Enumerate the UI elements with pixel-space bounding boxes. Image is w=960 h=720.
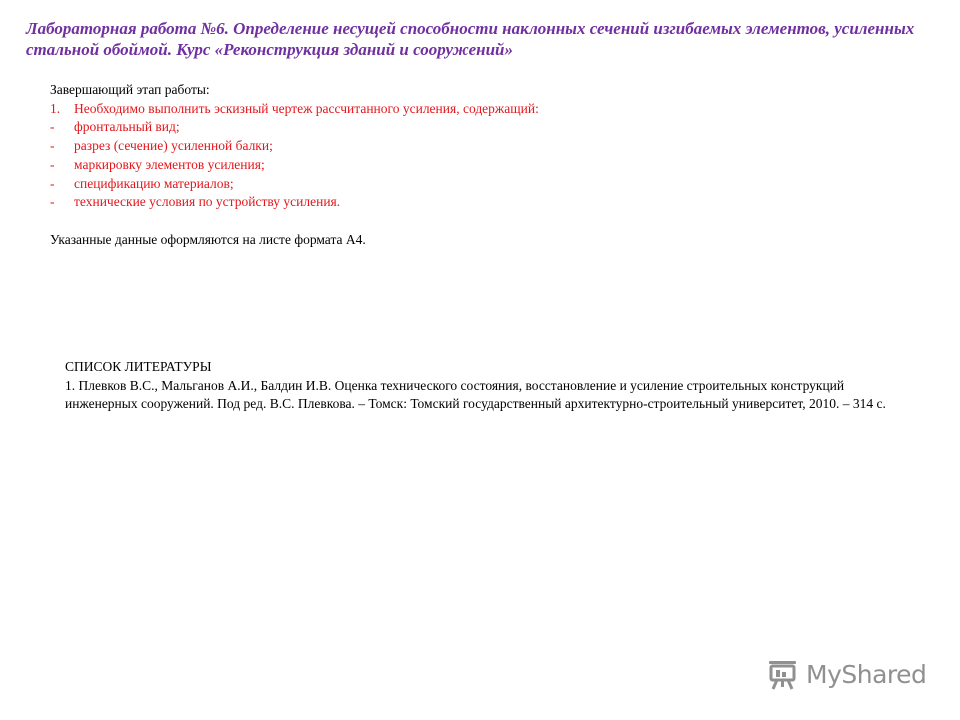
spacer [50,212,900,231]
task-item [50,100,900,119]
reference-item: 1. Плевков В.С., Мальганов А.И., Балдин И.В. Оценка технического состояния, восстановление и усиление строительных конструкций инженерных сооружений. Под ред. В.С. Плевкова. – Томск: Томский государственный архитектурно-строительный университет, 2010. – 314 с. [65,377,886,412]
task-section [50,81,900,250]
task-item [50,118,900,137]
task-item [50,137,900,156]
task-item-text: маркировку элементов усиления; [74,156,265,172]
task-item-text: Необходимо выполнить эскизный чертеж рассчитанного усиления, содержащий: [74,100,539,116]
list-marker: - [50,194,55,210]
task-item-text: технические условия по устройству усиления. [74,194,341,210]
logo-text: MyShared [806,659,927,689]
list-marker: - [50,138,55,154]
task-item-text: фронтальный вид; [74,119,180,135]
presentation-board-icon [766,657,800,691]
task-intro: Завершающий этап работы: [50,82,210,97]
page-title: Лабораторная работа №6. Определение несущей способности наклонных сечений изгибаемых элементов, усиленных стальной обоймой. Курс «Реконструкция зданий и сооружений» [26,19,915,59]
list-marker: 1. [50,100,61,116]
task-item [50,156,900,175]
list-marker: - [50,119,55,135]
task-note: Указанные данные оформляются на листе формата А4. [50,231,366,247]
task-item-text: разрез (сечение) усиленной балки; [74,138,273,154]
references-section [65,358,915,414]
task-item [50,175,900,194]
list-marker: - [50,156,55,172]
task-item-text: спецификацию материалов; [74,175,234,191]
list-marker: - [50,175,55,191]
references-heading: СПИСОК ЛИТЕРАТУРЫ [65,359,212,374]
myshared-logo[interactable] [766,656,926,692]
task-item [50,193,900,212]
